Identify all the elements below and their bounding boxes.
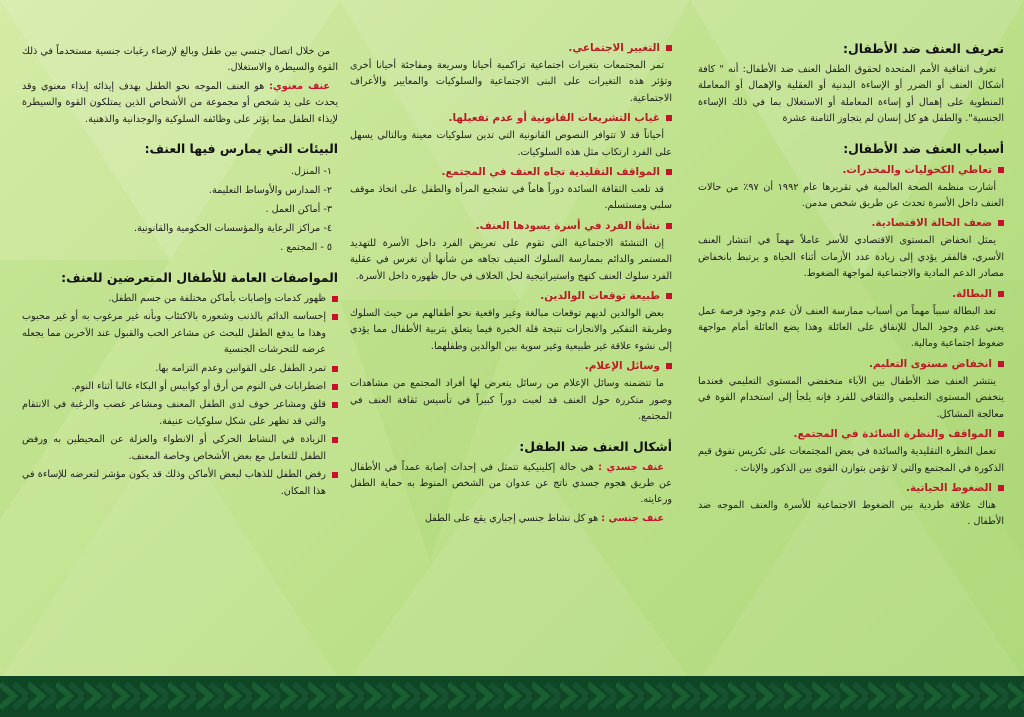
trait-item: قلق ومشاعر خوف لدى الطفل المعنف ومشاعر غضب والرغبة في الانتقام والتي قد تظهر على شكل سلوكيات عنيفة. — [22, 397, 338, 430]
right-column — [698, 26, 1004, 671]
definition-text: تعرف اتفاقية الأمم المتحدة لحقوق الطفل العنف ضد الأطفال: أنه " كافة أشكال العنف أو الضرر أو الإساءة البدنية أو العقلية والإهمال أو المعاملة المنطوية على إهمال أو إساءة المعاملة أو الاستغلال بما في ذلك الإساءة الجنسية". والطفل هو كل إنسان لم يتجاوز الثامنة عشرة — [698, 64, 1004, 125]
trait-item: رفض الطفل للذهاب لبعض الأماكن وذلك قد يكون مؤشر لتعرضه للإساءة في هذا المكان. — [22, 467, 338, 500]
sexual-text: هو كل نشاط جنسي إجباري يقع على الطفل — [424, 512, 599, 524]
sexual-label: عنف جنسي : — [601, 512, 664, 524]
physical-paragraph — [350, 460, 672, 509]
media-text: ما تتضمنه وسائل الإعلام من رسائل يتعرض لها أفراد المجتمع من مشاهدات وصور متكررة حول العنف قد لعبت دوراً كبيراً في تأسيس ثقافة العنف في المجتمع. — [350, 378, 672, 423]
environments-list — [22, 162, 338, 257]
education-text: ينتشر العنف ضد الأطفال بين الآباء منخفضي المستوى التعليمي فعندما ينخفض المستوى التعليمي والثقافي للفرد فإنه يلجأ إلى استخدام القوة في معالجة المشاكل. — [698, 375, 1004, 420]
attitudes-text: تعمل النظرة التقليدية والسائدة في بعض المجتمعات على تكريس تفوق قيم الذكورة في المجتمع والتي لا تؤمن بتوازن القوى بين الذكور والإناث . — [698, 446, 1004, 474]
trait-item: الزيادة في النشاط الحركي أو الانطواء والعزلة عن المحيطين به ورفض الطفل للتعامل مع بعض الأشخاص وخاصة المعنف. — [22, 432, 338, 465]
trait-item: إحساسه الدائم بالذنب وشعوره بالاكتئاب وبأنه غير مرغوب به أو غير محبوب وهذا ما يدفع الطفل للبحث عن مشاعر الحب والقبول عند الآخرين مما يجعله عرضه للتحرشات الجنسية — [22, 309, 338, 358]
trait-item: اضطرابات في النوم من أرق أو كوابيس أو البكاء غالبا أثناء النوم. — [22, 379, 338, 395]
forms-heading: أشكال العنف ضد الطفل: — [519, 438, 672, 454]
pressures-title: الضغوط الحياتية. — [698, 480, 1004, 497]
environment-item: ٢- المدارس والأوساط التعليمة. — [208, 185, 332, 197]
environment-item: ٣- أماكن العمل . — [265, 204, 332, 216]
social-change-text: تمر المجتمعات بتغيرات اجتماعية تراكمية أحيانا وسريعة ومفاجئة أحيانا أخرى وتؤثر هذه التغيرات على البنى الاجتماعية والسلوكيات والمعايير والأعراف الاجتماعية. — [350, 60, 672, 104]
media-title: وسائل الإعلام. — [350, 358, 672, 375]
moral-paragraph — [22, 79, 338, 128]
moral-text: هو العنف الموجه نحو الطفل بهدف إيذائه إيذاء معنوي وقد يحدث على يد شخص أو مجموعة من الأشخاص الذين يمتلكون القوة والسيطرة لإيذاء الطفل مما يؤثر على وظائفه السلوكية والوجدانية والذهنية. — [22, 80, 338, 125]
traditional-title: المواقف التقليدية تجاه العنف في المجتمع. — [350, 164, 672, 181]
economy-title: ضعف الحالة الاقتصادية. — [698, 215, 1004, 232]
education-title: انخفاض مستوى التعليم. — [698, 356, 1004, 373]
left-column — [22, 26, 338, 671]
pressures-text: هناك علاقة طردية بين الضغوط الاجتماعية للأسرة والعنف الموجه ضد الأطفال . — [698, 499, 1004, 528]
traditional-text: قد تلعب الثقافة السائدة دوراً هاماً في تشجيع المرأة والطفل على اتخاذ موقف سلبي ومستسلم. — [350, 184, 672, 212]
social-change-title: التغيير الاجتماعي. — [350, 40, 672, 57]
economy-text: يمثل انخفاض المستوى الاقتصادي للأسر عاملاً مهماً في انتشار العنف الأسري، فالفقر يؤدي إلى زيادة عدد الأزمات أثناء الحياة و يرتبط بانخفاض مصادر الدعم المادية والاجتماعية لمواجهة الضغوط. — [698, 235, 1004, 280]
environments-heading: البيئات التي يمارس فيها العنف: — [144, 141, 338, 157]
footer-band — [0, 676, 1024, 717]
moral-label: عنف معنوي: — [269, 80, 330, 92]
expectations-title: طبيعة توقعات الوالدين. — [350, 288, 672, 305]
laws-title: غياب التشريعات القانونية أو عدم تفعيلها. — [350, 110, 672, 127]
drugs-title: تعاطي الكحوليات والمخدرات. — [698, 162, 1004, 179]
definition-heading: تعريف العنف ضد الأطفال: — [843, 41, 1004, 56]
trait-item: تمرد الطفل على القوانين وعدم التزامه بها. — [22, 361, 338, 377]
expectations-text: بعض الوالدين لديهم توقعات مبالغة وغير واقعية نحو أطفالهم من حيث السلوك وطريقة التفكير والانجازات نتيجة قلة الخبرة فيما يتعلق بتربية الأطفال مما يؤدي إلى نشوء علاقة غير طبيعية وغير سوية بين الوالدين وطفلهما. — [350, 308, 672, 352]
drugs-text: أشارت منظمة الصحة العالمية في تقريرها عام ١٩٩٢ أن ٩٧٪ من حالات العنف داخل الأسرة تحدث عن طريق شخص مدمن. — [698, 181, 1004, 210]
environment-item: ١- المنزل. — [290, 166, 332, 178]
physical-label: عنف جسدي : — [598, 461, 664, 473]
environment-item: ٥ - المجتمع . — [280, 242, 332, 254]
laws-text: أحياناً قد لا تتوافر النصوص القانونية التي تدين سلوكيات معينة وبالتالي يسهل على الفرد ارتكاب مثل هذه السلوكيات. — [350, 130, 672, 158]
unemployment-text: تعد البطالة سبباً مهماً من أسباب ممارسة العنف لأن عدم وجود فرصة عمل يعني عدم وجود المال للإنفاق على العائلة وهذا يضع العائلة أمام مواجهة ضغوط اجتماعية ومالية. — [698, 305, 1004, 350]
footer-chevron-pattern — [0, 676, 1024, 717]
trait-item: ظهور كدمات وإصابات بأماكن مختلفة من جسم الطفل. — [22, 291, 338, 307]
traits-heading: المواصفات العامة للأطفال المتعرضين للعنف: — [61, 270, 338, 286]
environment-item: ٤- مراكز الرعاية والمؤسسات الحكومية والقانونية. — [133, 223, 332, 235]
sexual-continued-text: من خلال اتصال جنسي بين طفل وبالغ لإرضاء رغبات جنسية مستخدماً في ذلك القوة والسيطرة والاستغلال. — [22, 46, 338, 74]
traits-list — [22, 291, 338, 500]
unemployment-title: البطالة. — [698, 286, 1004, 303]
causes-heading: أسباب العنف ضد الأطفال: — [843, 140, 1004, 156]
physical-text: هي حالة إكلينيكية تتمثل في إحداث إصابة عمداً في الأطفال عن طريق هجوم جسدي ناتج عن عدوان من الشخص المنوط به حماية الطفل ورعايته. — [350, 461, 672, 506]
middle-column — [350, 26, 672, 671]
sexual-paragraph — [350, 511, 672, 527]
upbringing-title: نشأة الفرد في أسرة يسودها العنف. — [350, 218, 672, 235]
upbringing-text: إن التنشئة الاجتماعية التي تقوم على تعريض الفرد داخل الأسرة للتهديد المستمر والدائم بممارسة السلوك العنيف تجاهه من شأنها أن تغرس في عقلية الفرد سلوك العنف كنهج واستيراتيجية لحل الخلاف في حال ظهوره داخل الأسرة. — [350, 237, 672, 282]
attitudes-title: المواقف والنظرة السائدة في المجتمع. — [698, 426, 1004, 443]
